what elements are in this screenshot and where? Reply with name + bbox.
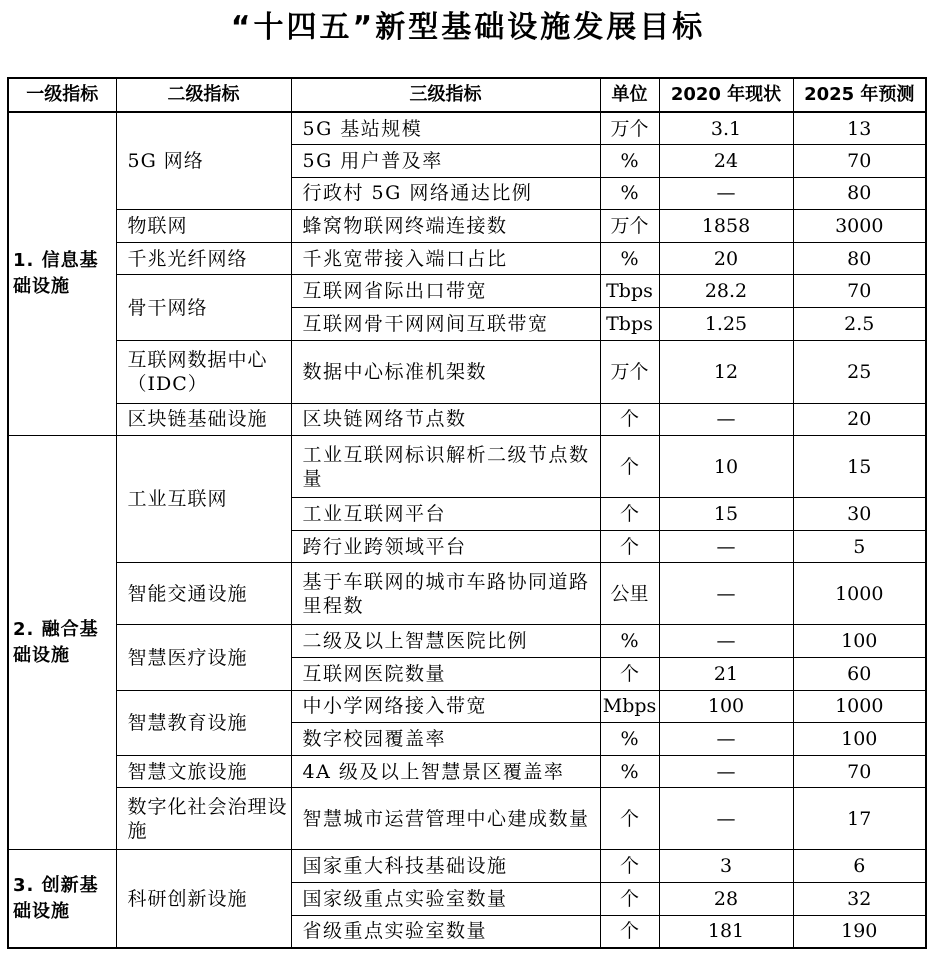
unit: 个 — [600, 850, 659, 883]
indicator: 蜂窝物联网终端连接数 — [291, 210, 600, 243]
value-2020: 24 — [659, 145, 793, 178]
unit: 公里 — [600, 563, 659, 625]
indicator: 省级重点实验室数量 — [291, 915, 600, 948]
unit: % — [600, 755, 659, 788]
unit: 个 — [600, 403, 659, 436]
value-2025: 70 — [793, 275, 926, 308]
sub-iot: 物联网 — [116, 210, 291, 243]
value-2025: 3000 — [793, 210, 926, 243]
unit: Tbps — [600, 308, 659, 341]
group-info-infra: 1. 信息基础设施 — [8, 112, 116, 436]
value-2025: 100 — [793, 625, 926, 658]
table-row — [8, 436, 926, 498]
indicator: 数字校园覆盖率 — [291, 723, 600, 756]
value-2020: 1.25 — [659, 308, 793, 341]
value-2025: 6 — [793, 850, 926, 883]
unit: 个 — [600, 436, 659, 498]
value-2025: 80 — [793, 177, 926, 210]
sub-idc: 互联网数据中心（IDC） — [116, 340, 291, 403]
indicator: 千兆宽带接入端口占比 — [291, 242, 600, 275]
value-2025: 1000 — [793, 690, 926, 723]
value-2025: 32 — [793, 883, 926, 916]
value-2025: 5 — [793, 530, 926, 563]
indicator: 数据中心标准机架数 — [291, 340, 600, 403]
header-2025: 2025 年预测 — [793, 78, 926, 112]
sub-research-innovation: 科研创新设施 — [116, 850, 291, 948]
value-2020: — — [659, 403, 793, 436]
group-fusion-infra: 2. 融合基础设施 — [8, 436, 116, 850]
sub-smart-medical: 智慧医疗设施 — [116, 625, 291, 690]
table-row — [8, 403, 926, 436]
value-2025: 70 — [793, 755, 926, 788]
value-2020: — — [659, 530, 793, 563]
indicator: 互联网省际出口带宽 — [291, 275, 600, 308]
value-2020: 100 — [659, 690, 793, 723]
page-title: “十四五”新型基础设施发展目标 — [230, 10, 706, 45]
unit: Mbps — [600, 690, 659, 723]
indicator: 二级及以上智慧医院比例 — [291, 625, 600, 658]
value-2020: — — [659, 177, 793, 210]
value-2020: — — [659, 723, 793, 756]
unit: % — [600, 177, 659, 210]
table-row — [8, 625, 926, 658]
indicator: 5G 用户普及率 — [291, 145, 600, 178]
value-2025: 25 — [793, 340, 926, 403]
indicator: 智慧城市运营管理中心建成数量 — [291, 788, 600, 850]
value-2025: 15 — [793, 436, 926, 498]
indicator: 5G 基站规模 — [291, 112, 600, 145]
unit: 个 — [600, 658, 659, 691]
targets-table — [7, 77, 927, 949]
indicator: 跨行业跨领域平台 — [291, 530, 600, 563]
value-2025: 190 — [793, 915, 926, 948]
indicator: 区块链网络节点数 — [291, 403, 600, 436]
value-2020: — — [659, 755, 793, 788]
group-innovation-infra: 3. 创新基础设施 — [8, 850, 116, 948]
table-row — [8, 690, 926, 723]
unit: 个 — [600, 915, 659, 948]
sub-gigabit-fiber: 千兆光纤网络 — [116, 242, 291, 275]
header-unit: 单位 — [600, 78, 659, 112]
indicator: 行政村 5G 网络通达比例 — [291, 177, 600, 210]
table-row — [8, 788, 926, 850]
header-2020: 2020 年现状 — [659, 78, 793, 112]
value-2025: 100 — [793, 723, 926, 756]
sub-industrial-internet: 工业互联网 — [116, 436, 291, 563]
sub-smart-tourism: 智慧文旅设施 — [116, 755, 291, 788]
indicator: 4A 级及以上智慧景区覆盖率 — [291, 755, 600, 788]
unit: % — [600, 723, 659, 756]
value-2025: 13 — [793, 112, 926, 145]
table-row — [8, 563, 926, 625]
value-2025: 70 — [793, 145, 926, 178]
value-2025: 17 — [793, 788, 926, 850]
value-2020: 12 — [659, 340, 793, 403]
table-row — [8, 755, 926, 788]
value-2020: — — [659, 625, 793, 658]
value-2020: 3.1 — [659, 112, 793, 145]
unit: 万个 — [600, 210, 659, 243]
indicator: 基于车联网的城市车路协同道路里程数 — [291, 563, 600, 625]
header-row — [8, 78, 926, 112]
table-row — [8, 112, 926, 145]
table-row — [8, 242, 926, 275]
sub-smart-transport: 智能交通设施 — [116, 563, 291, 625]
unit: 个 — [600, 883, 659, 916]
value-2020: 1858 — [659, 210, 793, 243]
unit: 万个 — [600, 112, 659, 145]
sub-blockchain: 区块链基础设施 — [116, 403, 291, 436]
value-2020: 21 — [659, 658, 793, 691]
unit: 个 — [600, 530, 659, 563]
indicator: 中小学网络接入带宽 — [291, 690, 600, 723]
value-2020: — — [659, 788, 793, 850]
value-2020: — — [659, 563, 793, 625]
unit: % — [600, 625, 659, 658]
indicator: 互联网医院数量 — [291, 658, 600, 691]
header-level3: 三级指标 — [291, 78, 600, 112]
indicator: 工业互联网平台 — [291, 498, 600, 531]
indicator: 国家重大科技基础设施 — [291, 850, 600, 883]
value-2025: 30 — [793, 498, 926, 531]
value-2020: 28.2 — [659, 275, 793, 308]
header-level2: 二级指标 — [116, 78, 291, 112]
value-2020: 28 — [659, 883, 793, 916]
value-2025: 60 — [793, 658, 926, 691]
indicator: 国家级重点实验室数量 — [291, 883, 600, 916]
value-2025: 20 — [793, 403, 926, 436]
header-level1: 一级指标 — [8, 78, 116, 112]
unit: 万个 — [600, 340, 659, 403]
unit: % — [600, 242, 659, 275]
indicator: 工业互联网标识解析二级节点数量 — [291, 436, 600, 498]
unit: 个 — [600, 498, 659, 531]
indicator: 互联网骨干网网间互联带宽 — [291, 308, 600, 341]
value-2025: 1000 — [793, 563, 926, 625]
value-2020: 20 — [659, 242, 793, 275]
value-2020: 3 — [659, 850, 793, 883]
sub-smart-education: 智慧教育设施 — [116, 690, 291, 755]
unit: % — [600, 145, 659, 178]
unit: Tbps — [600, 275, 659, 308]
value-2020: 181 — [659, 915, 793, 948]
value-2020: 10 — [659, 436, 793, 498]
value-2025: 80 — [793, 242, 926, 275]
sub-backbone: 骨干网络 — [116, 275, 291, 340]
sub-5g: 5G 网络 — [116, 112, 291, 210]
table-row — [8, 210, 926, 243]
value-2025: 2.5 — [793, 308, 926, 341]
table-row — [8, 275, 926, 308]
unit: 个 — [600, 788, 659, 850]
value-2020: 15 — [659, 498, 793, 531]
table-row — [8, 850, 926, 883]
table-row — [8, 340, 926, 403]
sub-digital-governance: 数字化社会治理设施 — [116, 788, 291, 850]
